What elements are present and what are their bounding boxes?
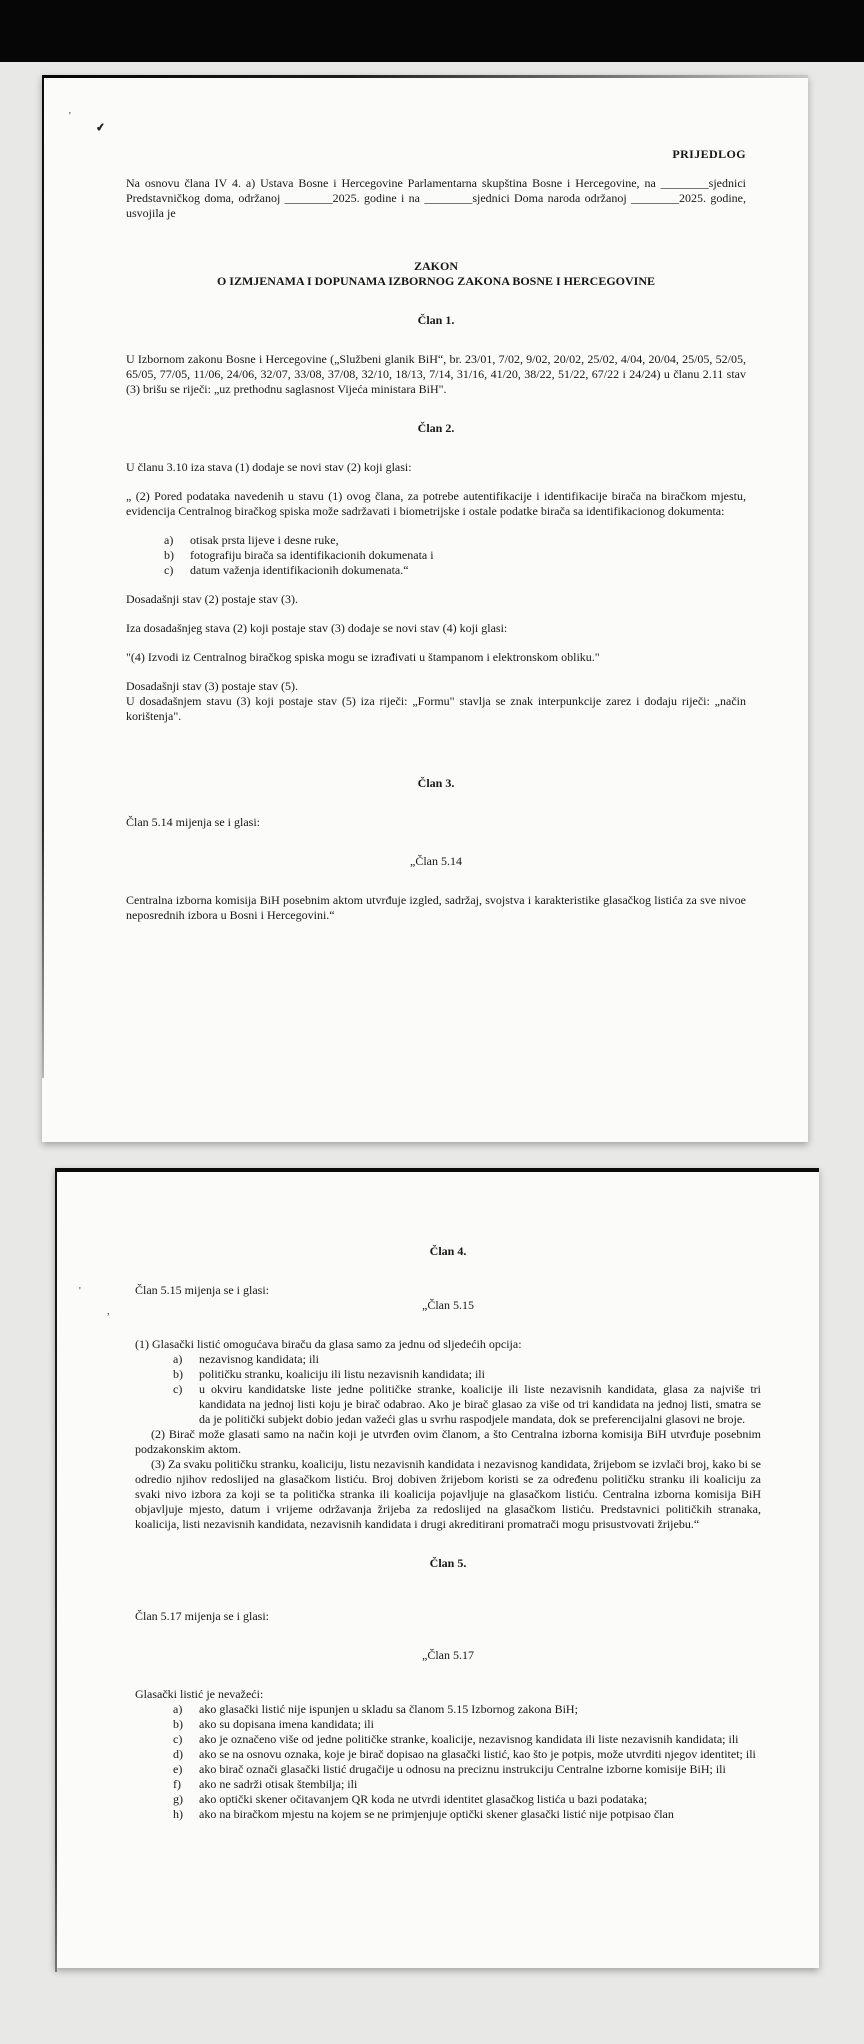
paragraph: Iza dosadašnjeg stava (2) koji postaje stav (3) dodaje se novi stav (4) koji glasi: [126, 621, 508, 635]
blank-line [126, 607, 746, 621]
list-item-label: a) [164, 533, 174, 547]
paragraph: Centralna izborna komisija BiH posebnim aktom utvrđuje izgled, sadržaj, svojstva i karakteristike glasačkog listića za sve nivoe neposrednih izbora u Bosni i Hercegovini.“ [126, 893, 746, 922]
paragraph: U dosadašnjem stavu (3) koji postaje stav (5) iza riječi: „Formu" stavlja se znak interpunkcije zarez i dodaju riječi: „način korištenja". [126, 694, 746, 723]
law-title: O IZMJENAMA I DOPUNAMA IZBORNOG ZAKONA BOSNE I HERCEGOVINE [216, 274, 656, 288]
list-item [173, 1762, 761, 1777]
document-page-1 [42, 75, 808, 1142]
document-page-2 [55, 1168, 819, 1968]
centered-article-ref: „Član 5.15 [422, 1298, 474, 1312]
blank-line [126, 519, 746, 533]
list-item-text: ako glasački listić nije ispunjen u skladu sa članom 5.15 Izbornog zakona BiH; [199, 1702, 578, 1716]
list-item [164, 533, 746, 548]
list-item [173, 1382, 761, 1427]
scan-artifact: ' [69, 111, 71, 122]
blank-line [126, 289, 746, 313]
paragraph: U Izbornom zakonu Bosne i Hercegovine („Službeni glanik BiH“, br. 23/01, 7/02, 9/02, 20/02, 25/02, 4/04, 20/04, 25/05, 52/05, 65/05, 77/05, 11/06, 24/06, 32/07, 33/08, 37/08, 32/10, 18/13, 7/14, 31/16, 41/20, 38/22, 51/22, 67/22 i 24/24) u članu 2.11 stav (3) brišu se riječi: „uz prethodnu saglasnost Vijeća ministara BiH". [126, 352, 746, 396]
paragraph: Član 5.17 mijenja se i glasi: [135, 1609, 269, 1623]
list-item-label: d) [173, 1747, 183, 1761]
list-item [173, 1777, 761, 1792]
lettered-list [164, 533, 746, 578]
blank-line [135, 1624, 761, 1648]
list-item [173, 1367, 761, 1382]
list-item-label: e) [173, 1762, 183, 1776]
list-item-text: ako birač označi glasački listić drugačije u odnosu na preciznu instrukciju Centralne izborne komisije BiH; ili [199, 1762, 726, 1776]
blank-line [126, 830, 746, 854]
top-black-bar [0, 0, 864, 62]
list-item-text: ako na biračkom mjestu na kojem se ne primjenjuje optički skener glasački listić nije potpisao član [199, 1807, 674, 1821]
list-item-text: nezavisnog kandidata; ili [199, 1352, 319, 1366]
article-heading: Član 4. [429, 1244, 467, 1258]
centered-article-ref: „Član 5.14 [410, 854, 462, 868]
blank-line [126, 665, 746, 679]
paragraph: Član 5.14 mijenja se i glasi: [126, 815, 260, 829]
list-item-label: c) [173, 1732, 183, 1746]
list-item-text: ako su dopisana imena kandidata; ili [199, 1717, 374, 1731]
list-item-label: a) [173, 1352, 183, 1366]
list-item [173, 1702, 761, 1717]
list-item-label: h) [173, 1807, 183, 1821]
list-item-text: ako optički skener očitavanjem QR koda ne utvrdi identitet glasačkog listića u bazi podataka; [199, 1792, 648, 1806]
list-item-label: c) [173, 1382, 183, 1396]
blank-line [126, 328, 746, 352]
list-item [173, 1717, 761, 1732]
law-title: ZAKON [413, 259, 458, 273]
paragraph: Član 5.15 mijenja se i glasi: [135, 1283, 269, 1297]
paragraph: (1) Glasački listić omogućava biraču da glasa samo za jednu od sljedećih opcija: [135, 1337, 522, 1351]
list-item [173, 1792, 761, 1807]
list-item [173, 1732, 761, 1747]
paragraph: Dosadašnji stav (2) postaje stav (3). [126, 592, 298, 606]
list-item-label: b) [173, 1367, 183, 1381]
blank-line [126, 791, 746, 815]
blank-line [126, 436, 746, 460]
blank-line [126, 397, 746, 421]
article-heading: Član 1. [417, 313, 455, 327]
list-item-text: ako je označeno više od jedne političke stranke, koalicije, nezavisnog kandidata ili liste nezavisnih kandidata; ili [199, 1732, 739, 1746]
list-item [173, 1807, 761, 1822]
list-item-text: fotografiju birača sa identifikacionih dokumenata i [190, 548, 434, 562]
lettered-list [173, 1352, 761, 1427]
list-item-text: političku stranku, koaliciju ili listu nezavisnih kandidata; ili [199, 1367, 485, 1381]
document-label: PRIJEDLOG [672, 147, 746, 161]
list-item-label: f) [173, 1777, 181, 1791]
scan-artifact: , [107, 1306, 110, 1317]
list-item-text: otisak prsta lijeve i desne ruke, [190, 533, 339, 547]
list-item-label: g) [173, 1792, 183, 1806]
list-item-text: ako se na osnovu oznaka, koje je birač dopisao na glasački listić, kao što je potpis, može utvrditi njegov identitet; ili [199, 1747, 756, 1761]
paragraph: "(4) Izvodi iz Centralnog biračkog spiska mogu se izrađivati u štampanom i elektronskom obliku." [126, 650, 600, 664]
blank-line [126, 162, 746, 176]
numbered-paragraph: (3) Za svaku političku stranku, koaliciju, listu nezavisnih kandidata i nezavisnog kandidata, žrijebom se izvlači broj, kako bi se odredio njihov redoslijed na glasačkom listiću. Broj dobiven žrijebom koristi se za određenu političku stranku ili koaliciju za svaki nivo izbora za koji se ta politička stranka ili koalicija pojavljuje na glasačkom listiću. Centralna izborna komisija BiH objavljuje mjesto, datum i vrijeme održavanja žrijeba za redoslijed na glasačkom listiću. Predstavnici političkih stranaka, koalicija, listi nezavisnih kandidata, nezavisnih kandidata i drugi akreditirani promatrači mogu prisustvovati žrijebu.“ [135, 1457, 761, 1531]
list-item-label: a) [173, 1702, 183, 1716]
list-item [164, 548, 746, 563]
page-2-content [55, 1168, 819, 2044]
blank-line [135, 1663, 761, 1687]
scan-artifact: ✔ [95, 121, 107, 135]
blank-line [135, 1571, 761, 1609]
list-item-text: ako ne sadrži otisak štembilja; ili [199, 1777, 358, 1791]
blank-line [135, 1532, 761, 1556]
paragraph: Na osnovu člana IV 4. a) Ustava Bosne i Hercegovine Parlamentarna skupština Bosne i Hercegovine, na ________sjednici Predstavničkog doma, održanoj ________2025. godine i na ________sjednici Doma naroda održanoj ________2025. godine, usvojila je [126, 176, 746, 220]
blank-line [135, 1313, 761, 1337]
lettered-list [173, 1702, 761, 1822]
paragraph: Dosadašnji stav (3) postaje stav (5). [126, 679, 298, 693]
blank-line [126, 578, 746, 592]
list-item [164, 563, 746, 578]
list-item [173, 1352, 761, 1367]
paragraph: U članu 3.10 iza stava (1) dodaje se novi stav (2) koji glasi: [126, 460, 412, 474]
blank-line [135, 1259, 761, 1283]
paragraph: Glasački listić je nevažeći: [135, 1687, 264, 1701]
list-item [173, 1747, 761, 1762]
list-item-label: b) [173, 1717, 183, 1731]
blank-line [126, 869, 746, 893]
centered-article-ref: „Član 5.17 [422, 1648, 474, 1662]
blank-line [126, 221, 746, 259]
scan-artifact: ' [79, 1286, 81, 1297]
article-heading: Član 2. [417, 421, 455, 435]
numbered-paragraph: (2) Birač može glasati samo na način koji je utvrđen ovim članom, a što Centralna izborna komisija BiH utvrđuje posebnim podzakonskim aktom. [135, 1427, 761, 1456]
list-item-text: datum važenja identifikacionih dokumenata.“ [190, 563, 409, 577]
page-1-content [42, 75, 808, 1214]
blank-line [126, 636, 746, 650]
article-heading: Član 3. [417, 776, 455, 790]
list-item-label: b) [164, 548, 174, 562]
article-heading: Član 5. [429, 1556, 467, 1570]
blank-line [126, 724, 746, 776]
list-item-label: c) [164, 563, 174, 577]
paragraph: „ (2) Pored podataka navedenih u stavu (1) ovog člana, za potrebe autentifikacije i identifikacije birača na biračkom mjestu, evidencija Centralnog biračkog spiska može sadržavati i biometrijske i ostale podatke birača sa identifikacionog dokumenta: [126, 489, 746, 518]
list-item-text: u okviru kandidatske liste jedne političke stranke, koalicije ili liste nezavisnih kandidata, glasa za najviše tri kandidata na jednoj listi koju je birač odabrao. Ako je birač glasao za više od tri kandidata na jednoj listi, smatra se da je politički subjekt dobio jedan važeći glas u svrhu raspodjele mandata, dok se preferencijalni glasovi ne broje. [199, 1382, 761, 1426]
blank-line [126, 475, 746, 489]
